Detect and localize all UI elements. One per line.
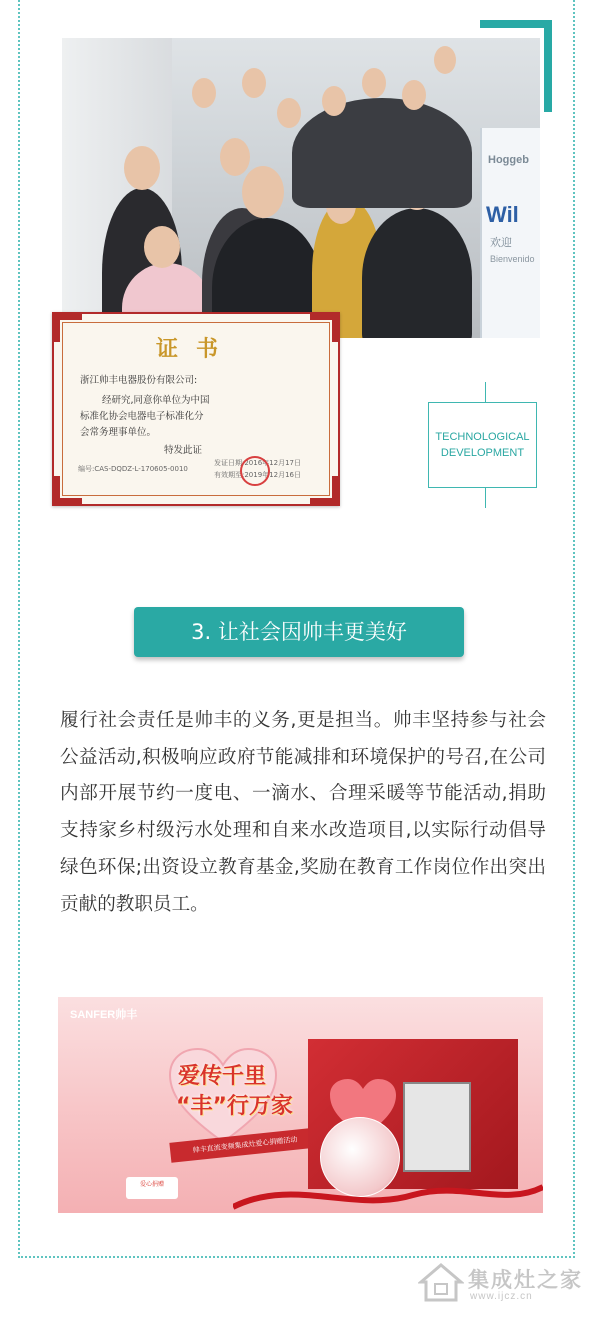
banner-ribbon: 帅丰直流变频集成灶爱心捐赠活动: [169, 1127, 320, 1163]
person-head: [144, 226, 180, 268]
watermark-name: 集成灶之家: [468, 1268, 583, 1292]
tech-connector-top: [485, 382, 486, 402]
banner-brand: SANFER帅丰: [70, 1009, 138, 1021]
person-head: [402, 80, 426, 110]
section-heading: 3. 让社会因帅丰更美好: [134, 607, 464, 657]
group-photo: [62, 38, 540, 338]
watermark-url: www.ijcz.cn: [470, 1291, 533, 1302]
person-head: [242, 166, 284, 218]
person-head: [362, 68, 386, 98]
person-head: [322, 86, 346, 116]
certificate-line: 会常务理事单位。: [80, 427, 157, 438]
tech-box-line1: TECHNOLOGICAL: [435, 431, 530, 443]
certificate-seal: [240, 456, 270, 486]
integrated-stove: [403, 1082, 471, 1172]
certificate-line: 特发此证: [164, 445, 203, 456]
photo-banner-sub: Bienvenido: [490, 254, 535, 264]
certificate-line: 标准化协会电器电子标准化分: [80, 411, 204, 422]
photo-banner-big: Wil: [486, 202, 519, 227]
certificate-date-valid: 有效期至:2019年12月16日: [214, 471, 301, 479]
certificate-serial: 编号:CAS-DQDZ-L-170605-0010: [78, 465, 188, 473]
house-icon: [418, 1262, 464, 1304]
person-head: [220, 138, 250, 176]
site-watermark: [418, 1260, 588, 1310]
person-head: [124, 146, 160, 190]
certificate-date-issued: 发证日期:2016年12月17日: [214, 459, 301, 467]
certificate-corner: [52, 476, 82, 506]
person-head: [277, 98, 301, 128]
person-head: [192, 78, 216, 108]
ribbon-icon: [233, 1177, 543, 1213]
photo-welcome-banner: [480, 128, 540, 338]
certificate-recipient: 浙江帅丰电器股份有限公司:: [80, 375, 198, 386]
person-silhouette: [292, 98, 472, 208]
tech-box-line2: DEVELOPMENT: [440, 447, 525, 459]
person-head: [242, 68, 266, 98]
certificate-line: 经研究,同意你单位为中国: [102, 395, 210, 406]
photo-banner-cn: 欢迎: [490, 236, 512, 249]
certificate-corner: [310, 476, 340, 506]
tech-development-box: [428, 402, 537, 488]
person-silhouette: [362, 208, 472, 338]
banner-slogan-line2: “丰”行万家: [176, 1094, 293, 1119]
certificate-title: 证书: [155, 336, 236, 362]
person-head: [434, 46, 456, 74]
certificate: [52, 312, 340, 506]
charity-banner: [58, 997, 543, 1213]
section-paragraph: 履行社会责任是帅丰的义务,更是担当。帅丰坚持参与社会公益活动,积极响应政府节能减排和环境保护的号召,在公司内部开展节约一度电、一滴水、合理采暖等节能活动,捐助支持家乡村级污水处理和自来水改造项目,以实际行动倡导绿色环保;出资设立教育基金,奖励在教育工作岗位作出突出贡献的教职员工。: [60, 710, 546, 915]
banner-charity-logo: 爱心捐赠: [126, 1177, 178, 1199]
tech-connector-bottom: [485, 488, 486, 508]
photo-banner-hello: Hoggeb: [488, 154, 529, 166]
banner-slogan-line1: 爱传千里: [178, 1064, 267, 1089]
